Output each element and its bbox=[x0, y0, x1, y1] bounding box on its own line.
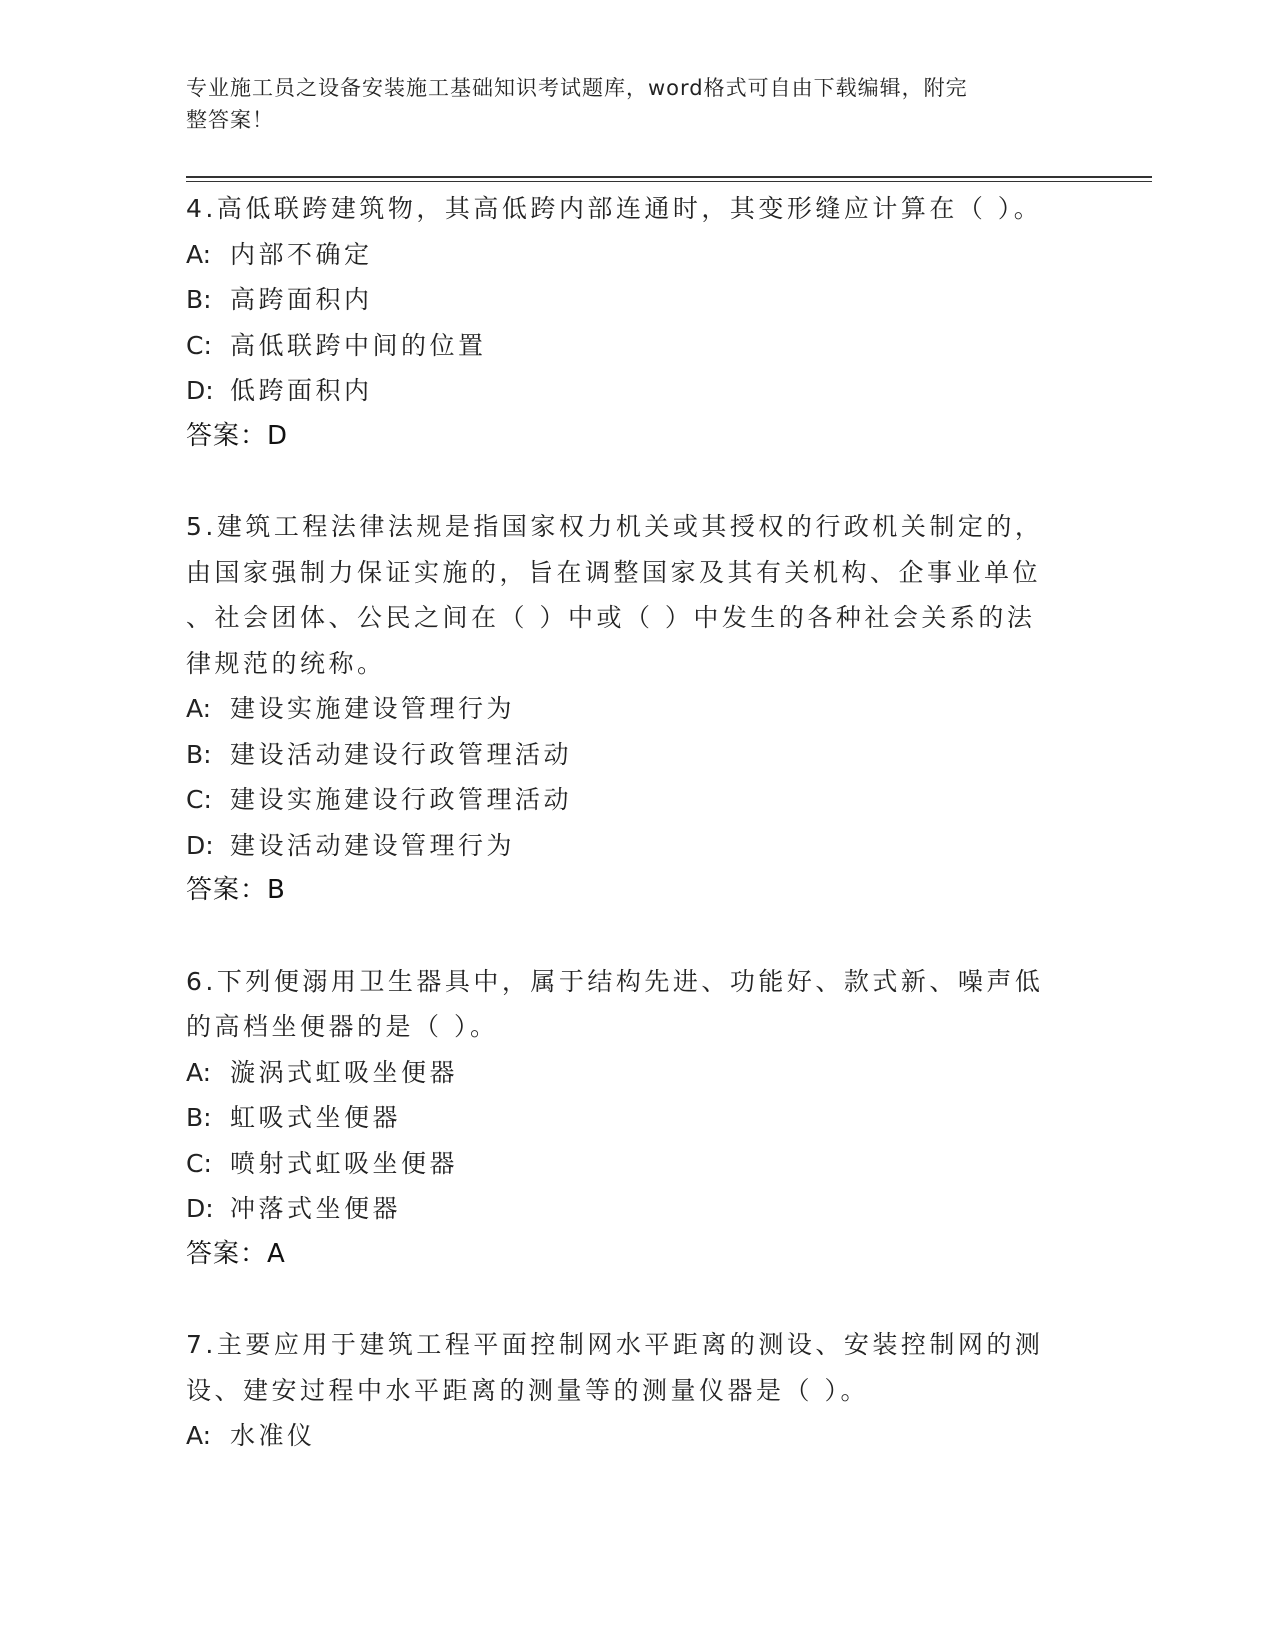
question-text: 7.主要应用于建筑工程平面控制网水平距离的测设、安装控制网的测 bbox=[186, 1330, 1044, 1359]
option-b bbox=[186, 277, 1066, 323]
option-text: 高跨面积内 bbox=[230, 285, 373, 314]
option-b bbox=[186, 732, 1066, 778]
option-c bbox=[186, 777, 1066, 823]
document-header bbox=[186, 72, 1086, 136]
option-text: 虹吸式坐便器 bbox=[230, 1103, 402, 1132]
option-text: 建设活动建设管理行为 bbox=[230, 830, 516, 860]
option-b bbox=[186, 1095, 1066, 1141]
question-block bbox=[186, 504, 1066, 914]
option-letter: B: bbox=[186, 285, 212, 314]
question-block bbox=[186, 1322, 1066, 1459]
option-text: 建设实施建设管理行为 bbox=[230, 694, 516, 723]
option-letter: D: bbox=[186, 376, 214, 405]
option-text: 冲落式坐便器 bbox=[230, 1194, 402, 1223]
option-text: 漩涡式虹吸坐便器 bbox=[230, 1057, 459, 1087]
header-rule-thin bbox=[186, 181, 1152, 182]
answer-line: 答案：A bbox=[186, 1238, 286, 1269]
header-line-2: 整答案！ bbox=[186, 108, 274, 132]
option-letter: D: bbox=[186, 830, 214, 860]
question-block bbox=[186, 186, 1066, 459]
answer-line: 答案：B bbox=[186, 875, 286, 905]
option-letter: B: bbox=[186, 1103, 212, 1132]
option-text: 喷射式虹吸坐便器 bbox=[230, 1148, 459, 1178]
option-d bbox=[186, 1186, 1066, 1232]
option-letter: D: bbox=[186, 1194, 214, 1223]
question-text: 4.高低联跨建筑物，其高低跨内部连通时，其变形缝应计算在（ ）。 bbox=[186, 194, 1043, 223]
question-block bbox=[186, 959, 1066, 1278]
option-letter: C: bbox=[186, 330, 212, 360]
question-text: 设、建安过程中水平距离的测量等的测量仪器是（ ）。 bbox=[186, 1375, 869, 1405]
option-text: 低跨面积内 bbox=[230, 376, 373, 405]
question-list bbox=[186, 186, 1066, 1459]
option-a bbox=[186, 1413, 1066, 1459]
option-c bbox=[186, 323, 1066, 369]
question-text: 律规范的统称。 bbox=[186, 648, 386, 678]
question-text: 5.建筑工程法律法规是指国家权力机关或其授权的行政机关制定的， bbox=[186, 512, 1044, 541]
option-letter: C: bbox=[186, 785, 212, 814]
option-d bbox=[186, 823, 1066, 869]
header-line-1: 专业施工员之设备安装施工基础知识考试题库，word格式可自由下载编辑，附完 bbox=[186, 76, 968, 100]
option-text: 内部不确定 bbox=[230, 239, 373, 269]
option-letter: A: bbox=[186, 694, 212, 723]
option-a bbox=[186, 232, 1066, 278]
option-letter: A: bbox=[186, 1421, 212, 1450]
question-text: 、社会团体、公民之间在（ ）中或（ ）中发生的各种社会关系的法 bbox=[186, 603, 1036, 632]
option-text: 建设实施建设行政管理活动 bbox=[230, 785, 573, 814]
question-text: 的高档坐便器的是（ ）。 bbox=[186, 1012, 499, 1041]
option-a bbox=[186, 686, 1066, 732]
header-rule-thick bbox=[186, 176, 1152, 178]
option-d bbox=[186, 368, 1066, 414]
question-text: 6.下列便溺用卫生器具中，属于结构先进、功能好、款式新、噪声低 bbox=[186, 966, 1044, 996]
question-text: 由国家强制力保证实施的，旨在调整国家及其有关机构、企事业单位 bbox=[186, 557, 1042, 587]
option-text: 高低联跨中间的位置 bbox=[230, 330, 487, 360]
option-letter: A: bbox=[186, 1057, 212, 1087]
option-text: 建设活动建设行政管理活动 bbox=[230, 739, 573, 769]
option-text: 水准仪 bbox=[230, 1421, 316, 1450]
option-c bbox=[186, 1141, 1066, 1187]
answer-line: 答案：D bbox=[186, 420, 289, 451]
option-letter: C: bbox=[186, 1148, 212, 1178]
option-a bbox=[186, 1050, 1066, 1096]
option-letter: A: bbox=[186, 239, 212, 269]
option-letter: B: bbox=[186, 739, 212, 769]
